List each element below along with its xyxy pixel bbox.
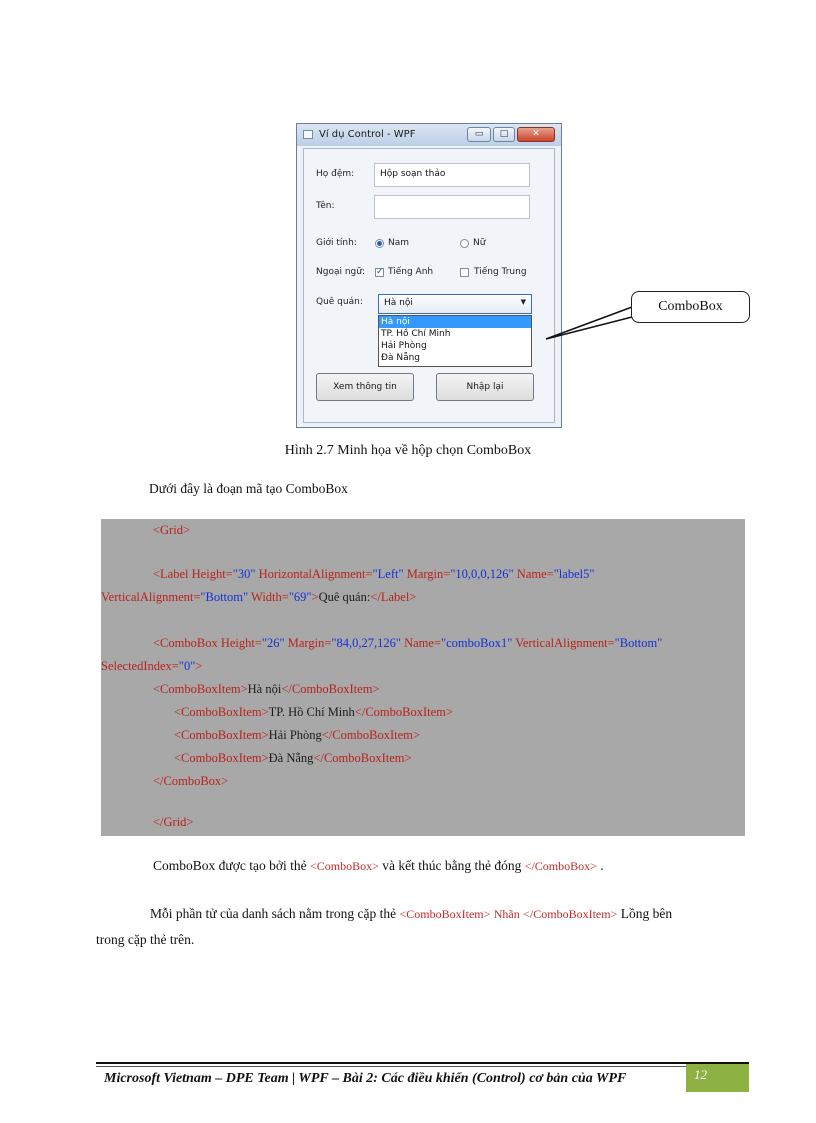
ten-input[interactable] xyxy=(374,195,530,219)
dropdown-option[interactable]: Hà nội xyxy=(379,316,531,328)
checkbox-tieng-anh-label: Tiếng Anh xyxy=(388,267,434,277)
code-line: SelectedIndex="0"> xyxy=(101,659,203,673)
footer-rule-thin xyxy=(96,1066,686,1067)
code-line: <ComboBoxItem>Hải Phòng</ComboBoxItem> xyxy=(174,728,420,742)
que-quan-label: Quê quán: xyxy=(316,297,363,307)
ngoai-ngu-label: Ngoại ngữ: xyxy=(316,267,365,277)
radio-nam[interactable] xyxy=(375,239,384,248)
code-line: <ComboBoxItem>Đà Nẵng</ComboBoxItem> xyxy=(174,751,412,765)
code-line: VerticalAlignment="Bottom" Width="69">Quê quán:</Label> xyxy=(101,590,417,604)
checkbox-tieng-trung[interactable] xyxy=(460,268,469,277)
wpf-window-screenshot xyxy=(296,123,562,428)
checkbox-tieng-anh[interactable]: ✓ xyxy=(376,267,384,277)
nhap-lai-button[interactable]: Nhập lại xyxy=(436,373,534,401)
radio-nu[interactable] xyxy=(460,239,469,248)
checkbox-tieng-trung-label: Tiếng Trung xyxy=(474,267,527,277)
window-client-area xyxy=(303,148,555,423)
radio-nam-label: Nam xyxy=(388,238,410,248)
combobox-selected-value: Hà nội xyxy=(384,298,413,308)
ten-label: Tên: xyxy=(316,201,335,211)
page-number: 12 xyxy=(686,1064,749,1092)
code-line: <Grid> xyxy=(153,523,191,537)
window-titlebar xyxy=(297,124,561,146)
dropdown-option[interactable]: TP. Hồ Chí Minh xyxy=(381,329,451,339)
combobox-dropdown-list xyxy=(378,315,532,367)
footer-text: Microsoft Vietnam – DPE Team | WPF – Bài 2: Các điều khiển (Control) cơ bản của WPF xyxy=(104,1071,627,1086)
intro-text: Dưới đây là đoạn mã tạo ComboBox xyxy=(149,481,348,496)
callout-pointer xyxy=(540,295,640,345)
code-line: <Label Height="30" HorizontalAlignment="Left" Margin="10,0,0,126" Name="label5" xyxy=(153,567,595,581)
paragraph-continuation: trong cặp thẻ trên. xyxy=(96,932,195,947)
xem-thong-tin-button[interactable]: Xem thông tin xyxy=(316,373,414,401)
gioi-tinh-label: Giới tính: xyxy=(316,238,357,248)
dropdown-option[interactable]: Hải Phòng xyxy=(381,341,427,351)
window-title: Ví dụ Control - WPF xyxy=(319,129,416,140)
code-line: <ComboBox Height="26" Margin="84,0,27,126" Name="comboBox1" VerticalAlignment="Bottom" xyxy=(153,636,663,650)
code-line: <ComboBoxItem>TP. Hồ Chí Minh</ComboBoxItem> xyxy=(174,705,453,719)
chevron-down-icon: ▼ xyxy=(520,298,526,306)
combobox-callout: ComboBox xyxy=(631,291,750,323)
paragraph-combobox-tag: ComboBox được tạo bởi thẻ <ComboBox> và kết thúc bằng thẻ đóng </ComboBox> . xyxy=(153,858,604,873)
radio-nu-label: Nữ xyxy=(473,238,486,248)
paragraph-comboboxitem-tag: Mỗi phần tử của danh sách nằm trong cặp thẻ <ComboBoxItem> Nhãn </ComboBoxItem> Lồng bên xyxy=(150,906,673,921)
code-line: </Grid> xyxy=(153,815,194,829)
window-icon xyxy=(303,130,313,139)
close-button[interactable]: ✕ xyxy=(517,127,555,142)
minimize-button[interactable]: ▭ xyxy=(467,127,491,142)
que-quan-combobox[interactable] xyxy=(378,294,532,314)
footer-rule xyxy=(96,1062,749,1064)
figure-caption: Hình 2.7 Minh họa về hộp chọn ComboBox xyxy=(284,443,532,458)
code-line: </ComboBox> xyxy=(153,774,229,788)
ho-dem-input[interactable]: Hộp soạn thảo xyxy=(374,163,530,187)
dropdown-option[interactable]: Đà Nẵng xyxy=(381,353,421,363)
maximize-button[interactable]: □ xyxy=(493,127,515,142)
code-line: <ComboBoxItem>Hà nội</ComboBoxItem> xyxy=(153,682,380,696)
ho-dem-label: Họ đệm: xyxy=(316,169,355,179)
code-block xyxy=(101,519,745,836)
